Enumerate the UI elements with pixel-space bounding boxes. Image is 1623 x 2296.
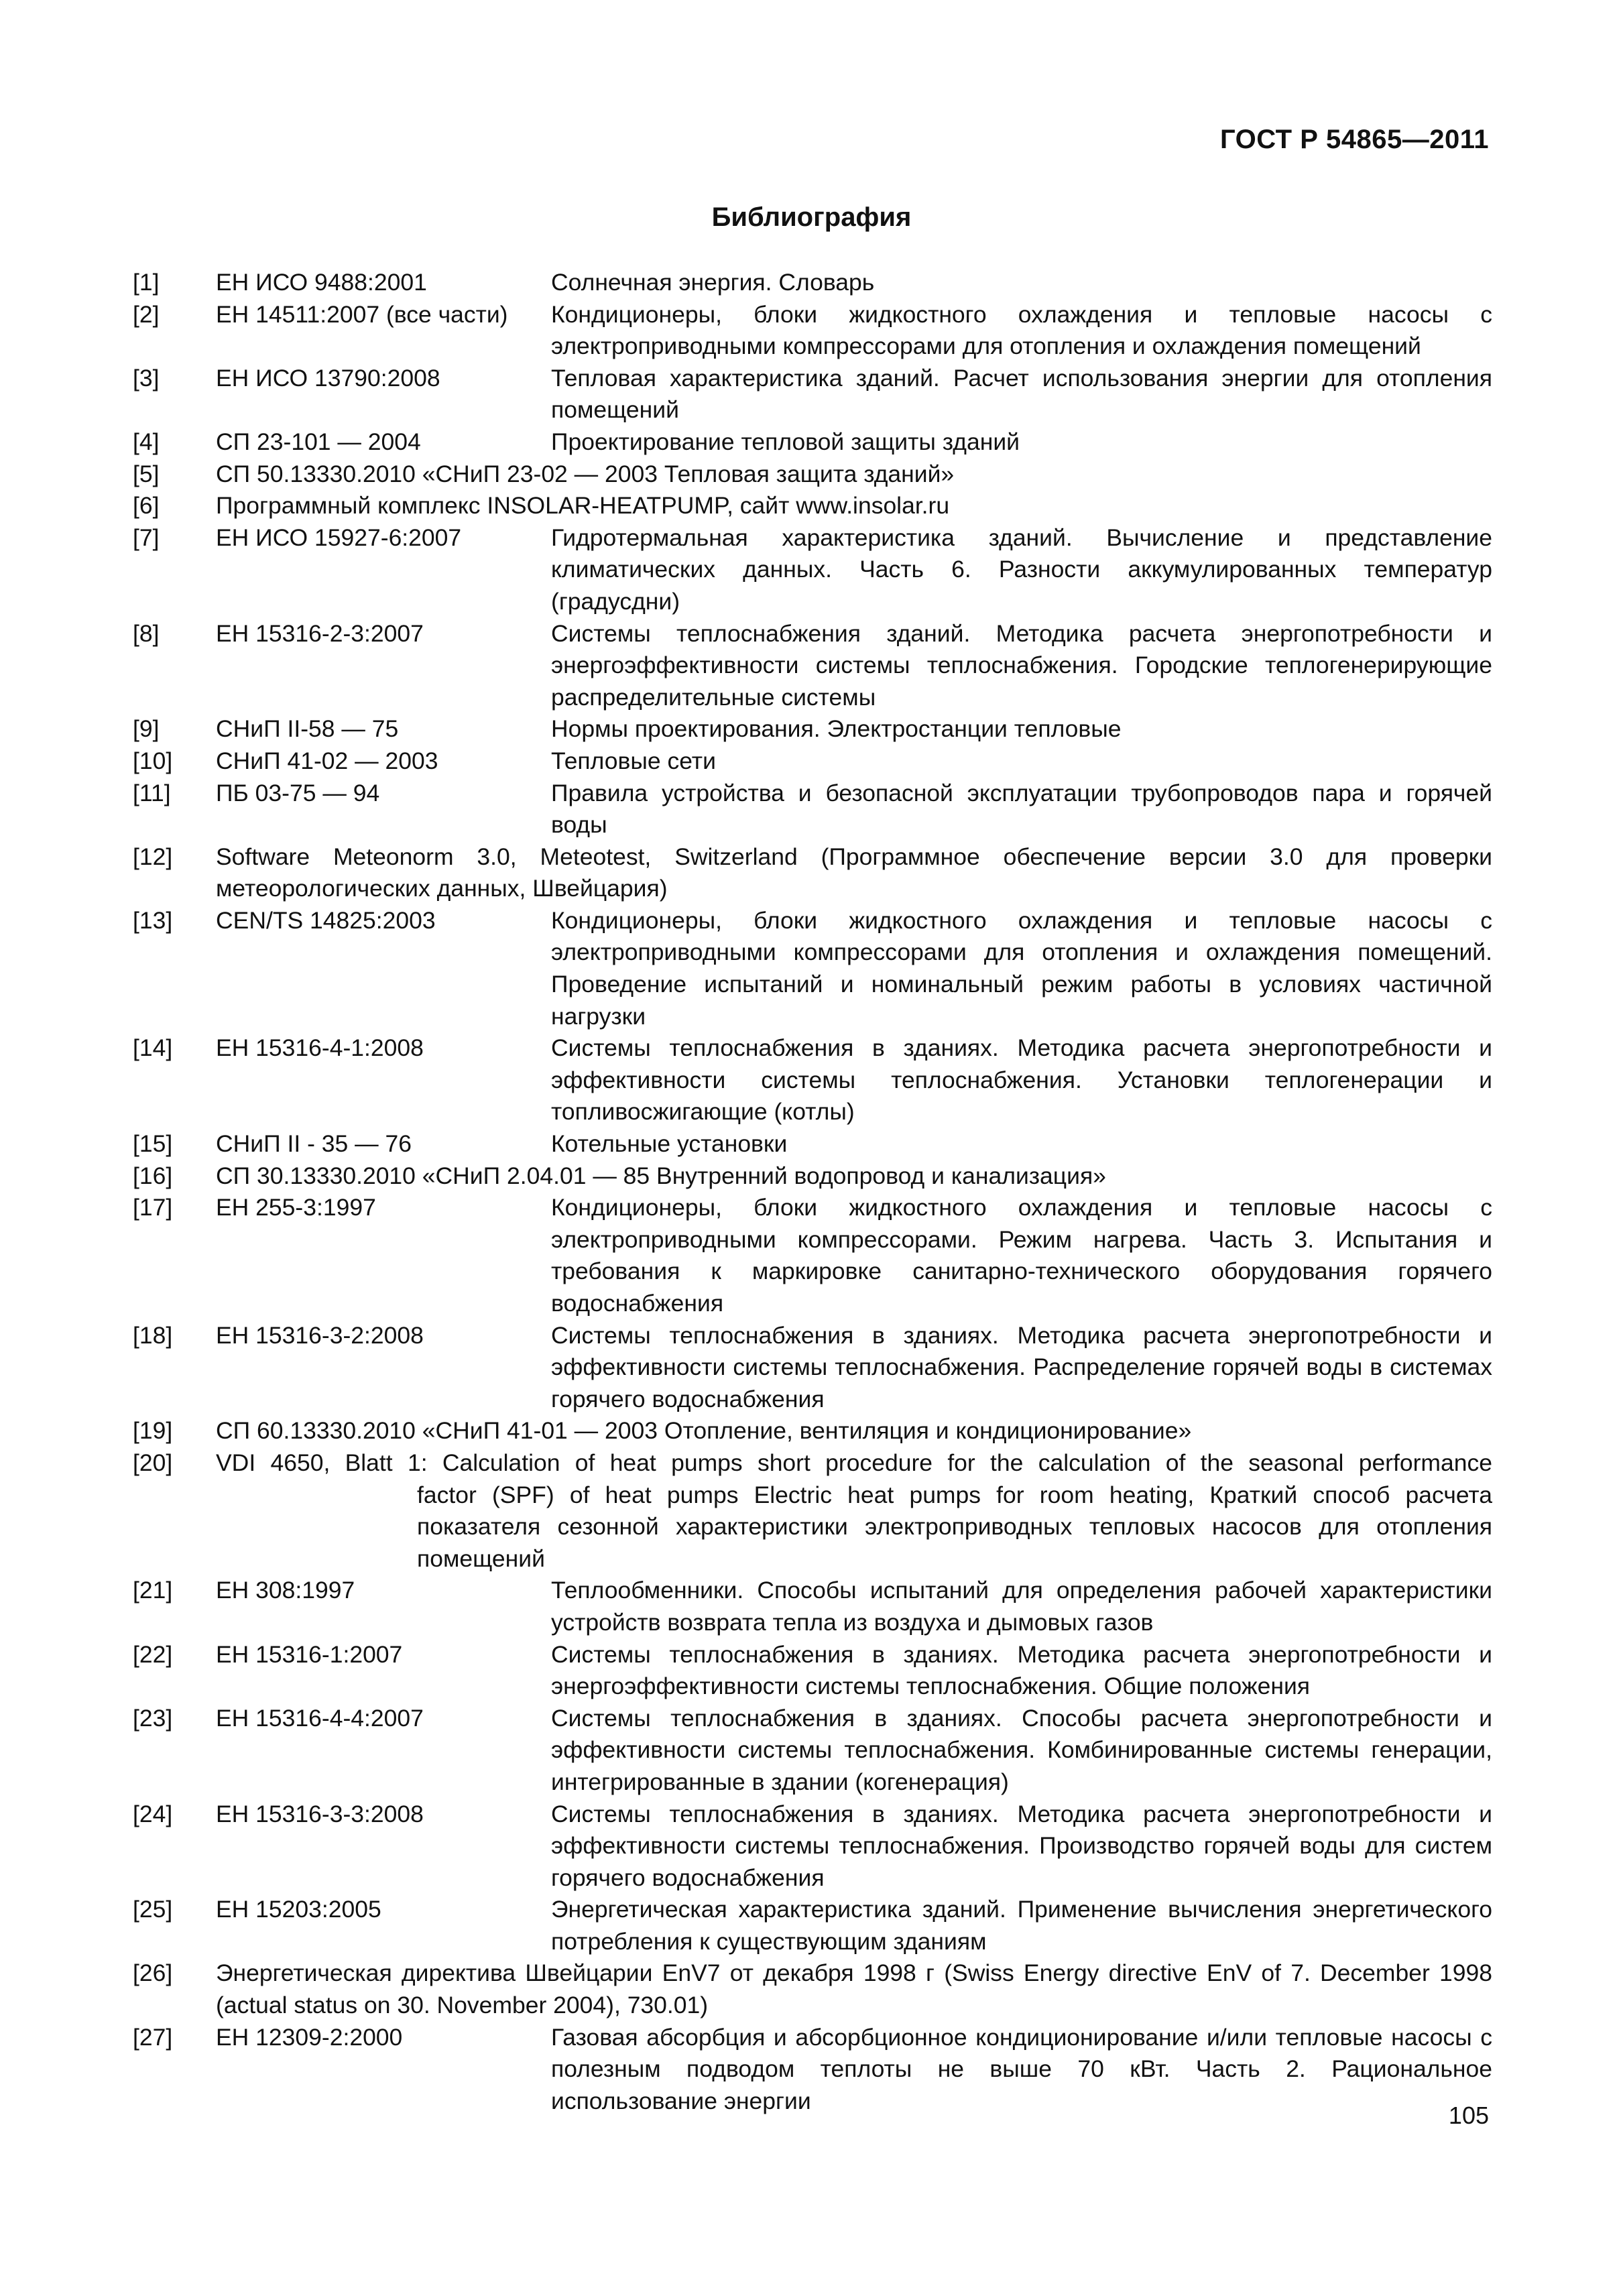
entry-number: [8] [133,619,160,647]
bibliography-entry [133,363,1492,426]
entry-first-line: VDI 4650, Blatt 1: Calculation of heat pumps short procedure for the calculation of the seasonal performance [216,1449,1492,1476]
entry-description: Тепловая характеристика зданий. Расчет использования энергии для отопления помещений [551,364,1492,424]
bibliography-entry [133,1894,1492,1957]
entry-number: [5] [133,460,160,487]
entry-code: ЕН 15316-3-2:2008 [216,1321,424,1349]
entry-description: Системы теплоснабжения в зданиях. Методика расчета энергопотребности и эффективности системы теплоснабжения. Установки теплогенерации и топливосжигающие (котлы) [551,1034,1492,1126]
entry-number: [9] [133,715,160,743]
bibliography-entry [133,841,1492,905]
bibliography-entry [133,745,1492,778]
entry-description: Системы теплоснабжения зданий. Методика расчета энергопотребности и энергоэффективности системы теплоснабжения. Городские теплогенерирующие распределительные системы [551,619,1492,711]
entry-code: CEN/TS 14825:2003 [216,906,436,934]
entry-description: Проектирование тепловой защиты зданий [551,428,1020,455]
entry-code: ЕН 15203:2005 [216,1896,381,1923]
entry-description: Гидротермальная характеристика зданий. Вычисление и представление климатических данных. Часть 6. Разности аккумулированных температур (градусдни) [551,524,1492,615]
entry-description: Газовая абсорбция и абсорбционное кондиционирование и/или тепловые насосы с полезным подводом теплоты не выше 70 кВт. Часть 2. Рациональное использование энергии [551,2023,1492,2114]
entry-number: [7] [133,524,160,551]
entry-code: ЕН 15316-4-4:2007 [216,1704,424,1732]
entry-number: [19] [133,1417,173,1445]
entry-number: [27] [133,2023,173,2051]
entry-code: СП 23-101 — 2004 [216,428,421,455]
entry-number: [6] [133,492,160,520]
entry-code: ЕН ИСО 13790:2008 [216,364,440,391]
entry-code: ЕН 14511:2007 (все части) [216,300,508,328]
bibliography-entry [133,1415,1492,1447]
entry-description: Энергетическая характеристика зданий. Применение вычисления энергетического потребления к существующим зданиям [551,1896,1492,1955]
entry-number: [24] [133,1800,173,1827]
entry-code: СНиП 41-02 — 2003 [216,747,438,774]
entry-number: [12] [133,843,173,870]
entry-description: Кондиционеры, блоки жидкостного охлаждения и тепловые насосы с электроприводными компрессорами для отопления и охлаждения помещений. Проведение испытаний и номинальный режим работы в условиях частичной нагрузки [551,906,1492,1030]
bibliography-list [133,267,1492,2117]
entry-number: [22] [133,1640,173,1668]
entry-number: [16] [133,1162,173,1189]
page-title: Библиография [711,202,912,232]
bibliography-entry [133,1160,1492,1193]
bibliography-entry [133,1799,1492,1894]
bibliography-entry [133,299,1492,363]
entry-code: ЕН ИСО 9488:2001 [216,269,427,296]
entry-code: СНиП II-58 — 75 [216,715,399,743]
document-code-header: ГОСТ Р 54865—2011 [1220,125,1489,154]
entry-number: [11] [133,779,171,806]
bibliography-entry [133,713,1492,745]
entry-number: [20] [133,1449,173,1476]
entry-number: [25] [133,1896,173,1923]
entry-number: [10] [133,747,173,774]
entry-full-text: СП 30.13330.2010 «СНиП 2.04.01 — 85 Внутренний водопровод и канализация» [216,1162,1106,1189]
bibliography-entry [133,2022,1492,2118]
entry-description: Теплообменники. Способы испытаний для определения рабочей характеристики устройств возврата тепла из воздуха и дымовых газов [551,1577,1492,1636]
bibliography-entry [133,1032,1492,1128]
bibliography-entry [133,618,1492,714]
entry-description: Системы теплоснабжения в зданиях. Способы расчета энергопотребности и эффективности системы теплоснабжения. Комбинированные системы генерации, интегрированные в здании (когенерация) [551,1704,1492,1795]
bibliography-entry [133,459,1492,491]
entry-full-text: Программный комплекс INSOLAR-HEATPUMP, сайт www.insolar.ru [216,492,950,520]
bibliography-entry [133,1320,1492,1416]
entry-full-text: СП 50.13330.2010 «СНиП 23-02 — 2003 Тепловая защита зданий» [216,460,955,487]
entry-number: [14] [133,1034,173,1062]
entry-code: ЕН ИСО 15927-6:2007 [216,524,462,551]
entry-full-text: Энергетическая директива Швейцарии EnV7 от декабря 1998 г (Swiss Energy directive EnV of 7. December 1998 (actual status on 30. November 2004), 730.01) [216,1959,1492,2019]
bibliography-entry [133,778,1492,841]
entry-description: Кондиционеры, блоки жидкостного охлаждения и тепловые насосы с электроприводными компрессорами. Режим нагрева. Часть 3. Испытания и требования к маркировке санитарно-технического оборудования горячего водоснабжения [551,1194,1492,1317]
entry-number: [2] [133,300,160,328]
bibliography-entry [133,267,1492,299]
entry-number: [23] [133,1704,173,1732]
entry-description: Тепловые сети [551,747,716,774]
entry-description: Кондиционеры, блоки жидкостного охлаждения и тепловые насосы с электроприводными компрессорами для отопления и охлаждения помещений [551,300,1492,360]
bibliography-entry [133,490,1492,522]
bibliography-entry [133,1447,1492,1575]
entry-code: ЕН 15316-2-3:2007 [216,619,424,647]
bibliography-entry [133,1192,1492,1319]
entry-code: ПБ 03-75 — 94 [216,779,380,806]
entry-number: [1] [133,269,160,296]
bibliography-entry [133,905,1492,1032]
entry-code: ЕН 12309-2:2000 [216,2023,403,2051]
entry-continuation: factor (SPF) of heat pumps Electric heat pumps for room heating, Краткий способ расчета показателя сезонной характеристики электроприводных тепловых насосов для отопления помещений [417,1481,1492,1572]
bibliography-entry [133,1957,1492,2021]
entry-description: Правила устройства и безопасной эксплуатации трубопроводов пара и горячей воды [551,779,1492,839]
bibliography-entry [133,1575,1492,1638]
entry-code: СНиП II - 35 — 76 [216,1130,412,1158]
entry-description: Солнечная энергия. Словарь [551,269,875,296]
entry-number: [17] [133,1194,173,1221]
entry-number: [4] [133,428,160,455]
bibliography-entry [133,1128,1492,1160]
entry-number: [15] [133,1130,173,1158]
entry-description: Системы теплоснабжения в зданиях. Методика расчета энергопотребности и эффективности системы теплоснабжения. Распределение горячей воды в системах горячего водоснабжения [551,1321,1492,1412]
entry-code: ЕН 15316-1:2007 [216,1640,403,1668]
entry-description: Котельные установки [551,1130,788,1158]
entry-full-text: СП 60.13330.2010 «СНиП 41-01 — 2003 Отопление, вентиляция и кондиционирование» [216,1417,1192,1445]
entry-code: ЕН 255-3:1997 [216,1194,376,1221]
entry-description: Системы теплоснабжения в зданиях. Методика расчета энергопотребности и эффективности системы теплоснабжения. Производство горячей воды для систем горячего водоснабжения [551,1800,1492,1891]
bibliography-entry [133,426,1492,459]
entry-code: ЕН 15316-4-1:2008 [216,1034,424,1062]
bibliography-entry [133,1703,1492,1799]
entry-number: [3] [133,364,160,391]
entry-full-text [216,1447,1492,1575]
entry-number: [21] [133,1577,173,1604]
entry-code: ЕН 15316-3-3:2008 [216,1800,424,1827]
page-number: 105 [1448,2102,1489,2129]
entry-description: Нормы проектирования. Электростанции тепловые [551,715,1122,743]
entry-number: [18] [133,1321,173,1349]
bibliography-entry [133,1639,1492,1703]
entry-code: ЕН 308:1997 [216,1577,355,1604]
entry-description: Системы теплоснабжения в зданиях. Методика расчета энергопотребности и энергоэффективности системы теплоснабжения. Общие положения [551,1640,1492,1700]
bibliography-entry [133,522,1492,618]
entry-number: [13] [133,906,173,934]
entry-full-text: Software Meteonorm 3.0, Meteotest, Switzerland (Программное обеспечение версии 3.0 для проверки метеорологических данных, Швейцария) [216,843,1492,902]
entry-number: [26] [133,1959,173,1987]
